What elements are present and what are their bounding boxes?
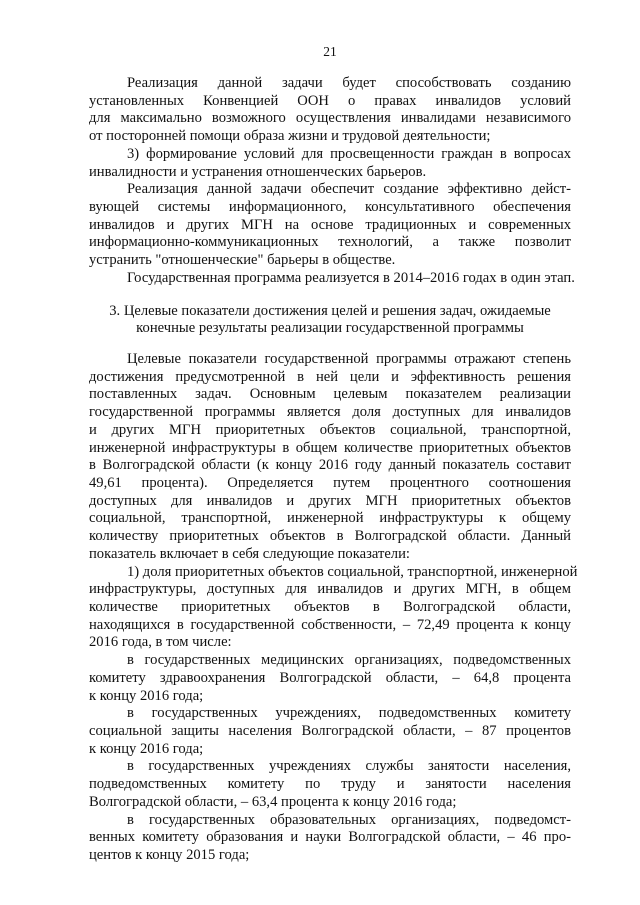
paragraph-line: 2016 года, в том числе:: [89, 634, 232, 651]
paragraph-line: инфраструктуры, доступных для инвалидов и других МГН, в общем: [89, 581, 571, 598]
paragraph-line: в Волгоградской области (к концу 2016 году данный показатель составит: [89, 457, 571, 474]
page-number: 21: [323, 44, 337, 59]
paragraph-line: вующей системы информационного, консультативного обеспечения: [89, 199, 571, 215]
paragraph-line: достижения предусмотренной в ней цели и эффективность решения: [89, 368, 571, 385]
paragraph-line: социальной защиты населения Волгоградской области, – 87 процентов: [89, 723, 571, 739]
paragraph-line: венных комитету образования и науки Волгоградской области, – 46 про-: [89, 829, 571, 846]
paragraph-line: Государственная программа реализуется в 2014–2016 годах в один этап.: [127, 269, 575, 286]
paragraph-line: инвалидности и устранения отношенческих барьеров.: [89, 163, 427, 180]
paragraph-line: Целевые показатели государственной программы отражают степень: [127, 351, 571, 367]
paragraph-line: подведомственных комитету по труду и занятости населения: [89, 776, 571, 793]
paragraph-line: показатель включает в себя следующие показатели:: [89, 545, 410, 562]
paragraph-line: доступных для инвалидов и других МГН приоритетных объектов: [89, 492, 571, 509]
paragraph-line: устранить "отношенческие" барьеры в обществе.: [89, 252, 396, 269]
paragraph-line: в государственных образовательных организациях, подведомст-: [127, 811, 571, 828]
section-heading-line: 3. Целевые показатели достижения целей и решения задач, ожидаемые: [109, 303, 551, 320]
paragraph-line: 3) формирование условий для просвещенности граждан в вопросах: [127, 145, 571, 162]
paragraph-line: Реализация данной задачи обеспечит создание эффективно дейст-: [127, 181, 571, 198]
paragraph-line: для максимально возможного осуществления инвалидами независимого: [89, 110, 571, 127]
paragraph-line: в государственных учреждениях, подведомственных комитету: [127, 705, 571, 722]
paragraph-line: Волгоградской области, – 63,4 процента к концу 2016 года;: [89, 793, 457, 810]
paragraph-line: количеству приоритетных объектов в Волгоградской области. Данный: [89, 528, 571, 545]
paragraph-line: количестве приоритетных объектов в Волгоградской области,: [89, 599, 571, 615]
paragraph-line: Реализация данной задачи будет способствовать созданию: [127, 75, 571, 91]
paragraph-line: к концу 2016 года;: [89, 740, 204, 757]
paragraph-line: государственной программы является доля доступных для инвалидов: [89, 404, 571, 421]
paragraph-line: к концу 2016 года;: [89, 687, 204, 704]
paragraph-line: в государственных медицинских организациях, подведомственных: [127, 652, 571, 669]
paragraph-line: от посторонней помощи образа жизни и трудовой деятельности;: [89, 128, 491, 145]
paragraph-line: 1) доля приоритетных объектов социальной, транспортной, инженерной: [127, 563, 578, 580]
paragraph-line: в государственных учреждениях службы занятости населения,: [127, 758, 571, 775]
paragraph-line: поставленных задач. Основным целевым показателем реализации: [89, 386, 571, 403]
paragraph-line: центов к концу 2015 года;: [89, 847, 250, 863]
paragraph-line: инженерной инфраструктуры в общем количестве приоритетных объектов: [89, 439, 571, 456]
paragraph-line: информационно-коммуникационных технологий, а также позволит: [89, 234, 571, 251]
paragraph-line: и других МГН приоритетных объектов социальной, транспортной,: [89, 421, 571, 438]
paragraph-line: социальной, транспортной, инженерной инфраструктуры к общему: [89, 510, 571, 527]
paragraph-line: инвалидов и других МГН на основе традиционных и современных: [89, 216, 571, 233]
paragraph-line: установленных Конвенцией ООН о правах инвалидов условий: [89, 92, 571, 109]
paragraph-line: находящихся в государственной собственности, – 72,49 процента к концу: [89, 616, 571, 633]
section-heading-line: конечные результаты реализации государственной программы: [136, 320, 524, 337]
paragraph-line: 49,61 процента). Определяется путем процентного соотношения: [89, 475, 571, 491]
paragraph-line: комитету здравоохранения Волгоградской области, – 64,8 процента: [89, 669, 571, 686]
